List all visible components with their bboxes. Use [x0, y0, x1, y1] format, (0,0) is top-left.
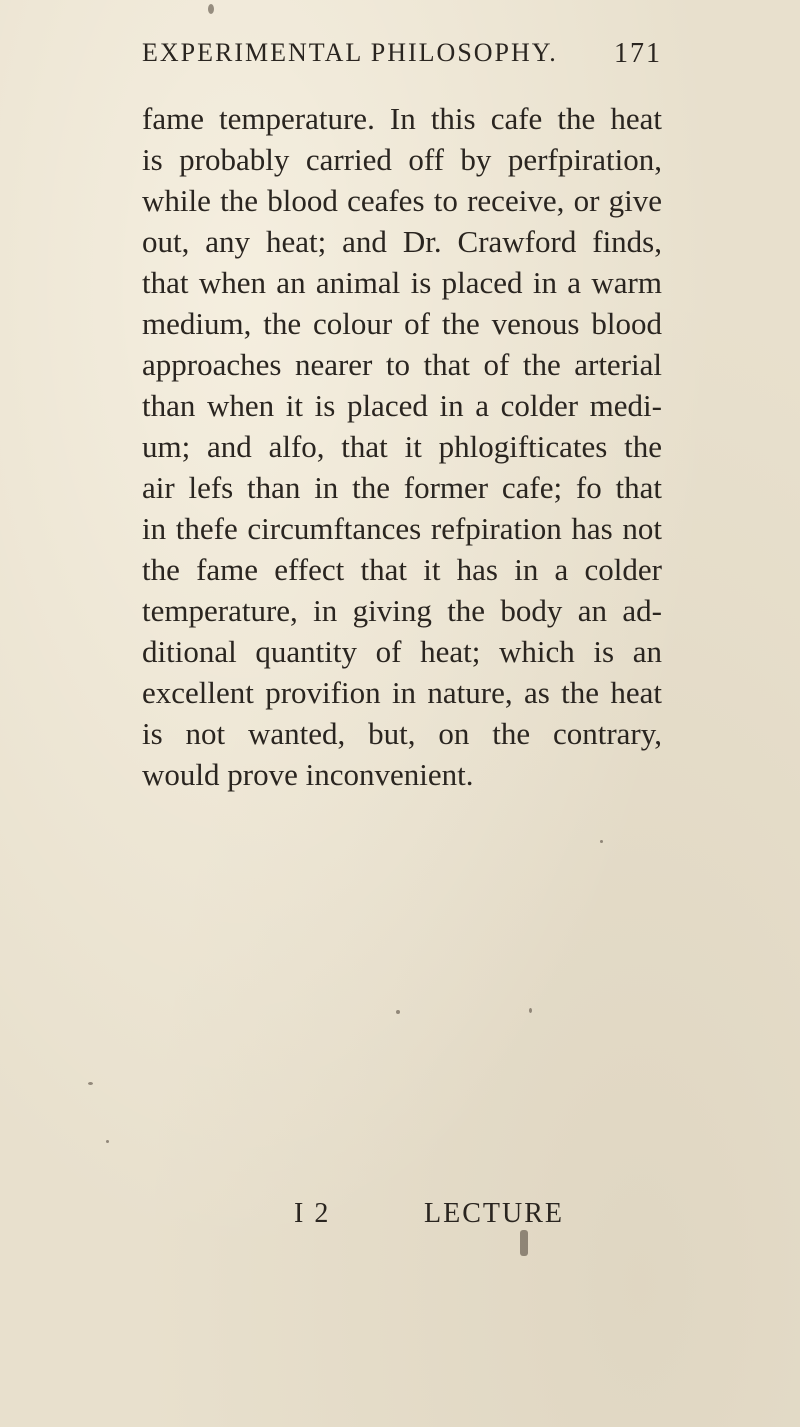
- page-header: [142, 38, 662, 72]
- text-line-last: would prove inconvenient.: [142, 757, 474, 792]
- text-line: while the blood ceafes to receive, or give: [142, 183, 662, 218]
- signature-mark: I 2: [294, 1198, 331, 1229]
- speck: [520, 1230, 528, 1256]
- text-line: fame temperature. In this cafe the heat: [142, 101, 662, 136]
- speck: [529, 1008, 532, 1013]
- text-line: than when it is placed in a colder medi-: [142, 388, 662, 423]
- speck: [208, 4, 214, 14]
- text-line: temperature, in giving the body an ad-: [142, 593, 662, 628]
- text-line: that when an animal is placed in a warm: [142, 265, 662, 300]
- text-line: in thefe circumftances refpiration has not: [142, 511, 662, 546]
- text-line: excellent provifion in nature, as the heat: [142, 675, 662, 710]
- text-line: approaches nearer to that of the arterial: [142, 347, 662, 382]
- text-line: is not wanted, but, on the contrary,: [142, 716, 662, 751]
- text-line: is probably carried off by perfpiration,: [142, 142, 662, 177]
- text-line: medium, the colour of the venous blood: [142, 306, 662, 341]
- speck: [106, 1140, 109, 1143]
- speck: [88, 1082, 93, 1085]
- text-line: air lefs than in the former cafe; fo that: [142, 470, 662, 505]
- speck: [600, 840, 603, 843]
- text-line: ditional quantity of heat; which is an: [142, 634, 662, 669]
- page-number: 171: [614, 38, 662, 69]
- text-line: out, any heat; and Dr. Crawford finds,: [142, 224, 662, 259]
- text-line: um; and alfo, that it phlogifticates the: [142, 429, 662, 464]
- text-line: the fame effect that it has in a colder: [142, 552, 662, 587]
- speck: [396, 1010, 400, 1014]
- catchword: LECTURE: [424, 1198, 564, 1229]
- body-text: [142, 98, 662, 795]
- page-footer: [294, 1198, 694, 1238]
- running-title: EXPERIMENTAL PHILOSOPHY.: [142, 38, 558, 67]
